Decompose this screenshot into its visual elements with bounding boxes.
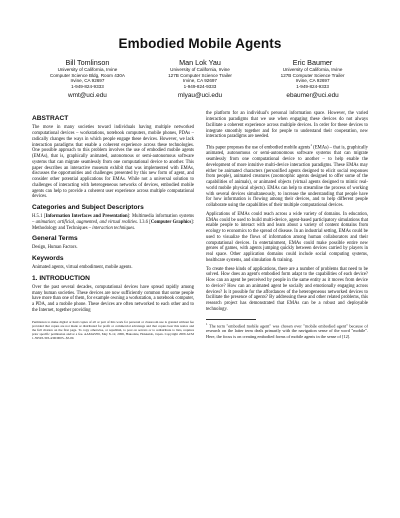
categories-heading: Categories and Subject Descriptors xyxy=(32,204,144,212)
body-columns xyxy=(32,111,368,339)
right-column xyxy=(206,111,368,339)
category-name: Computer Graphics xyxy=(150,219,192,225)
right-paragraph-4: To create these kinds of applications, there are a number of problems that need to be solved. How does an agent's embodied form adapt to the capabilities of each device? How can an agent be perceived by people in the same entity as it moves from device to device? How can an animated agent be socially and emotionally engaging across devices? Is it possible for the affordances of the heterogeneous networked devices to facilitate the presence of agents? By addressing these and other related problems, this research project has demonstrated that EMAs can be a robust and deployable technology. xyxy=(206,266,368,312)
paragraph-text: This paper proposes the use of embodied mobile agents xyxy=(206,145,311,151)
footnote-marker: 1 xyxy=(310,143,312,148)
author-1 xyxy=(32,58,143,100)
author-3 xyxy=(257,58,368,100)
keywords-heading: Keywords xyxy=(32,255,64,263)
paper-title: Embodied Mobile Agents xyxy=(118,36,282,51)
paragraph-text: (EMAs) – that is, graphically animated, autonomous or semi-autonomous software systems that can migrate seamlessly from one computational device to another – to help enable the development of more intuitive multi-device interaction paradigms. These EMAs may either be animated characters (personified agents designed to elicit social responses from people), animated creatures (zoomorphic agents designed to offer some of the capabilities of animals), or animated objects (virtual agents designed to mimic real-world mobile physical objects). EMAs can help to streamline the process of working with several devices simultaneously, to increase the understanding that people have for how information is flowing among their devices, and to help different people collaborate using the capabilities of their multiple computational devices. xyxy=(206,145,368,209)
category-code: H.5.1 [ xyxy=(32,214,46,220)
footnote xyxy=(206,322,368,339)
category-end: . xyxy=(134,225,136,231)
permission-notice: Permission to make digital or hard copies of all or part of this work for personal or classroom use is granted without fee provided that copies are not made or distributed for profit or commercial advantage and that copies bear this notice and the full citation on the first page. To copy otherwise, or republish, to post on servers or to redistribute to lists, requires prior specific permission and/or a fee. AAMAS'06, May 8–12, 2006, Hakodate, Hokkaido, Japan. Copyright 2006 ACM 1-59593-303-4/06/0005...$5.00. xyxy=(32,319,194,340)
left-column xyxy=(32,111,194,339)
general-terms-heading: General Terms xyxy=(32,235,78,243)
category-desc: ]: Multimedia information systems – xyxy=(32,214,194,225)
keywords-text: Animated agents, virtual embodiment, mobile agents. xyxy=(32,265,133,271)
category-terms: interaction techniques xyxy=(92,225,135,231)
author-block xyxy=(32,58,368,100)
author-department: 127B Computer Science Trailer xyxy=(168,72,232,78)
author-phone: 1-949-824-9333 xyxy=(183,83,217,89)
author-name: Man Lok Yau xyxy=(179,58,221,67)
introduction-text: Over the past several decades, computational devices have spread rapidly among many human societies. These devices are now sufficiently common that some people have more than one of them, for example owning a workstation, a notebook computer, a PDA, and a mobile phone. These devices are often networked to each other and to the Internet, together providing xyxy=(32,284,195,313)
author-affiliation: University of California, Irvine xyxy=(170,67,230,72)
right-paragraph-2 xyxy=(206,143,368,209)
author-department: 127B Computer Science Trailer xyxy=(280,72,345,78)
author-address: Irvine, CA 92697 xyxy=(70,78,105,84)
category-code: . I.3.6 [ xyxy=(136,219,151,225)
author-affiliation: University of California, Irvine xyxy=(57,67,118,72)
author-email: ebaumer@uci.edu xyxy=(286,92,339,100)
author-address: Irvine, CA 92697 xyxy=(183,78,217,84)
footnote-divider xyxy=(206,319,256,320)
abstract-heading: ABSTRACT xyxy=(32,115,69,123)
footnote-text: The term "embodied mobile agent" was chosen over "mobile embodied agent" because of research on the latter term deals primarily with the navigation sense of the word "mobile". Here, the focus is on creating embodied forms of mobile agents in the sense of [12]. xyxy=(206,323,368,339)
category-desc: ]: Methodology and Techniques – xyxy=(32,219,195,231)
author-department: Computer Science Bldg, Room 430A xyxy=(49,72,125,78)
author-address: Irvine, CA 92697 xyxy=(295,78,330,84)
introduction-heading: 1. INTRODUCTION xyxy=(32,274,90,282)
categories-text xyxy=(32,214,194,231)
author-email: wmt@uci.edu xyxy=(68,92,107,100)
author-phone: 1-949-824-9333 xyxy=(296,83,329,89)
author-phone: 1-949-824-9333 xyxy=(71,83,104,89)
category-name: Information Interfaces and Presentation xyxy=(45,214,128,220)
right-paragraph-1: the platform for an individual's personal information space. However, the varied interaction paradigms that we use when engaging these devices do not always facilitate a coherent experience across multiple devices. In order for these devices to integrate smoothly together and for people to understand their cooperation, new interaction paradigms are needed. xyxy=(206,111,368,140)
author-2 xyxy=(145,58,256,100)
author-affiliation: University of California, Irvine xyxy=(282,67,343,72)
author-name: Eric Baumer xyxy=(292,58,333,67)
author-name: Bill Tomlinson xyxy=(65,58,110,67)
general-terms-text: Design, Human Factors. xyxy=(32,245,78,251)
right-paragraph-3: Applications of EMAs could reach across a wide variety of domains. In education, EMAs could be used to build multi-device, agent-based participatory simulations that enable people to interact with and learn about a variety of content domains from ecology to economics to the spread of disease. In an industrial setting, EMAs could be used to visualize the flows of information among human collaborators and their computational devices. In entertainment, EMAs could make possible entire new genres of games, with agents jumping quickly between devices carried by players in real space. Other application domains could include social computing systems, healthcare systems, and simulation & training. xyxy=(206,211,368,263)
abstract-text: The move in many societies toward individuals having multiple networked computational devices – workstations, notebook computers, mobile phones, PDAs – radically changes the ways in which people engage these devices. However, we lack interaction paradigms that enable a coherent experience across these technologies. One possible approach to this problem involves the use of embodied mobile agents (EMAs), that is, graphically animated, autonomous or semi-autonomous software systems that can migrate seamlessly from one computational device to another. This paper describes an interactive museum exhibit that was implemented with EMAs, discusses the opportunities and challenges presented by this new form of agent, and consider other potential applications for EMAs. While not a universal solution to challenges of interacting with heterogeneous networks of devices, embodied mobile agents can help to provide a coherent user experience across multiple computational devices. xyxy=(32,125,194,200)
author-email: mlyau@uci.edu xyxy=(177,92,223,100)
footnote-number: 1 xyxy=(206,321,208,326)
category-terms: animation; artificial, augmented, and virtual realities xyxy=(35,219,137,225)
